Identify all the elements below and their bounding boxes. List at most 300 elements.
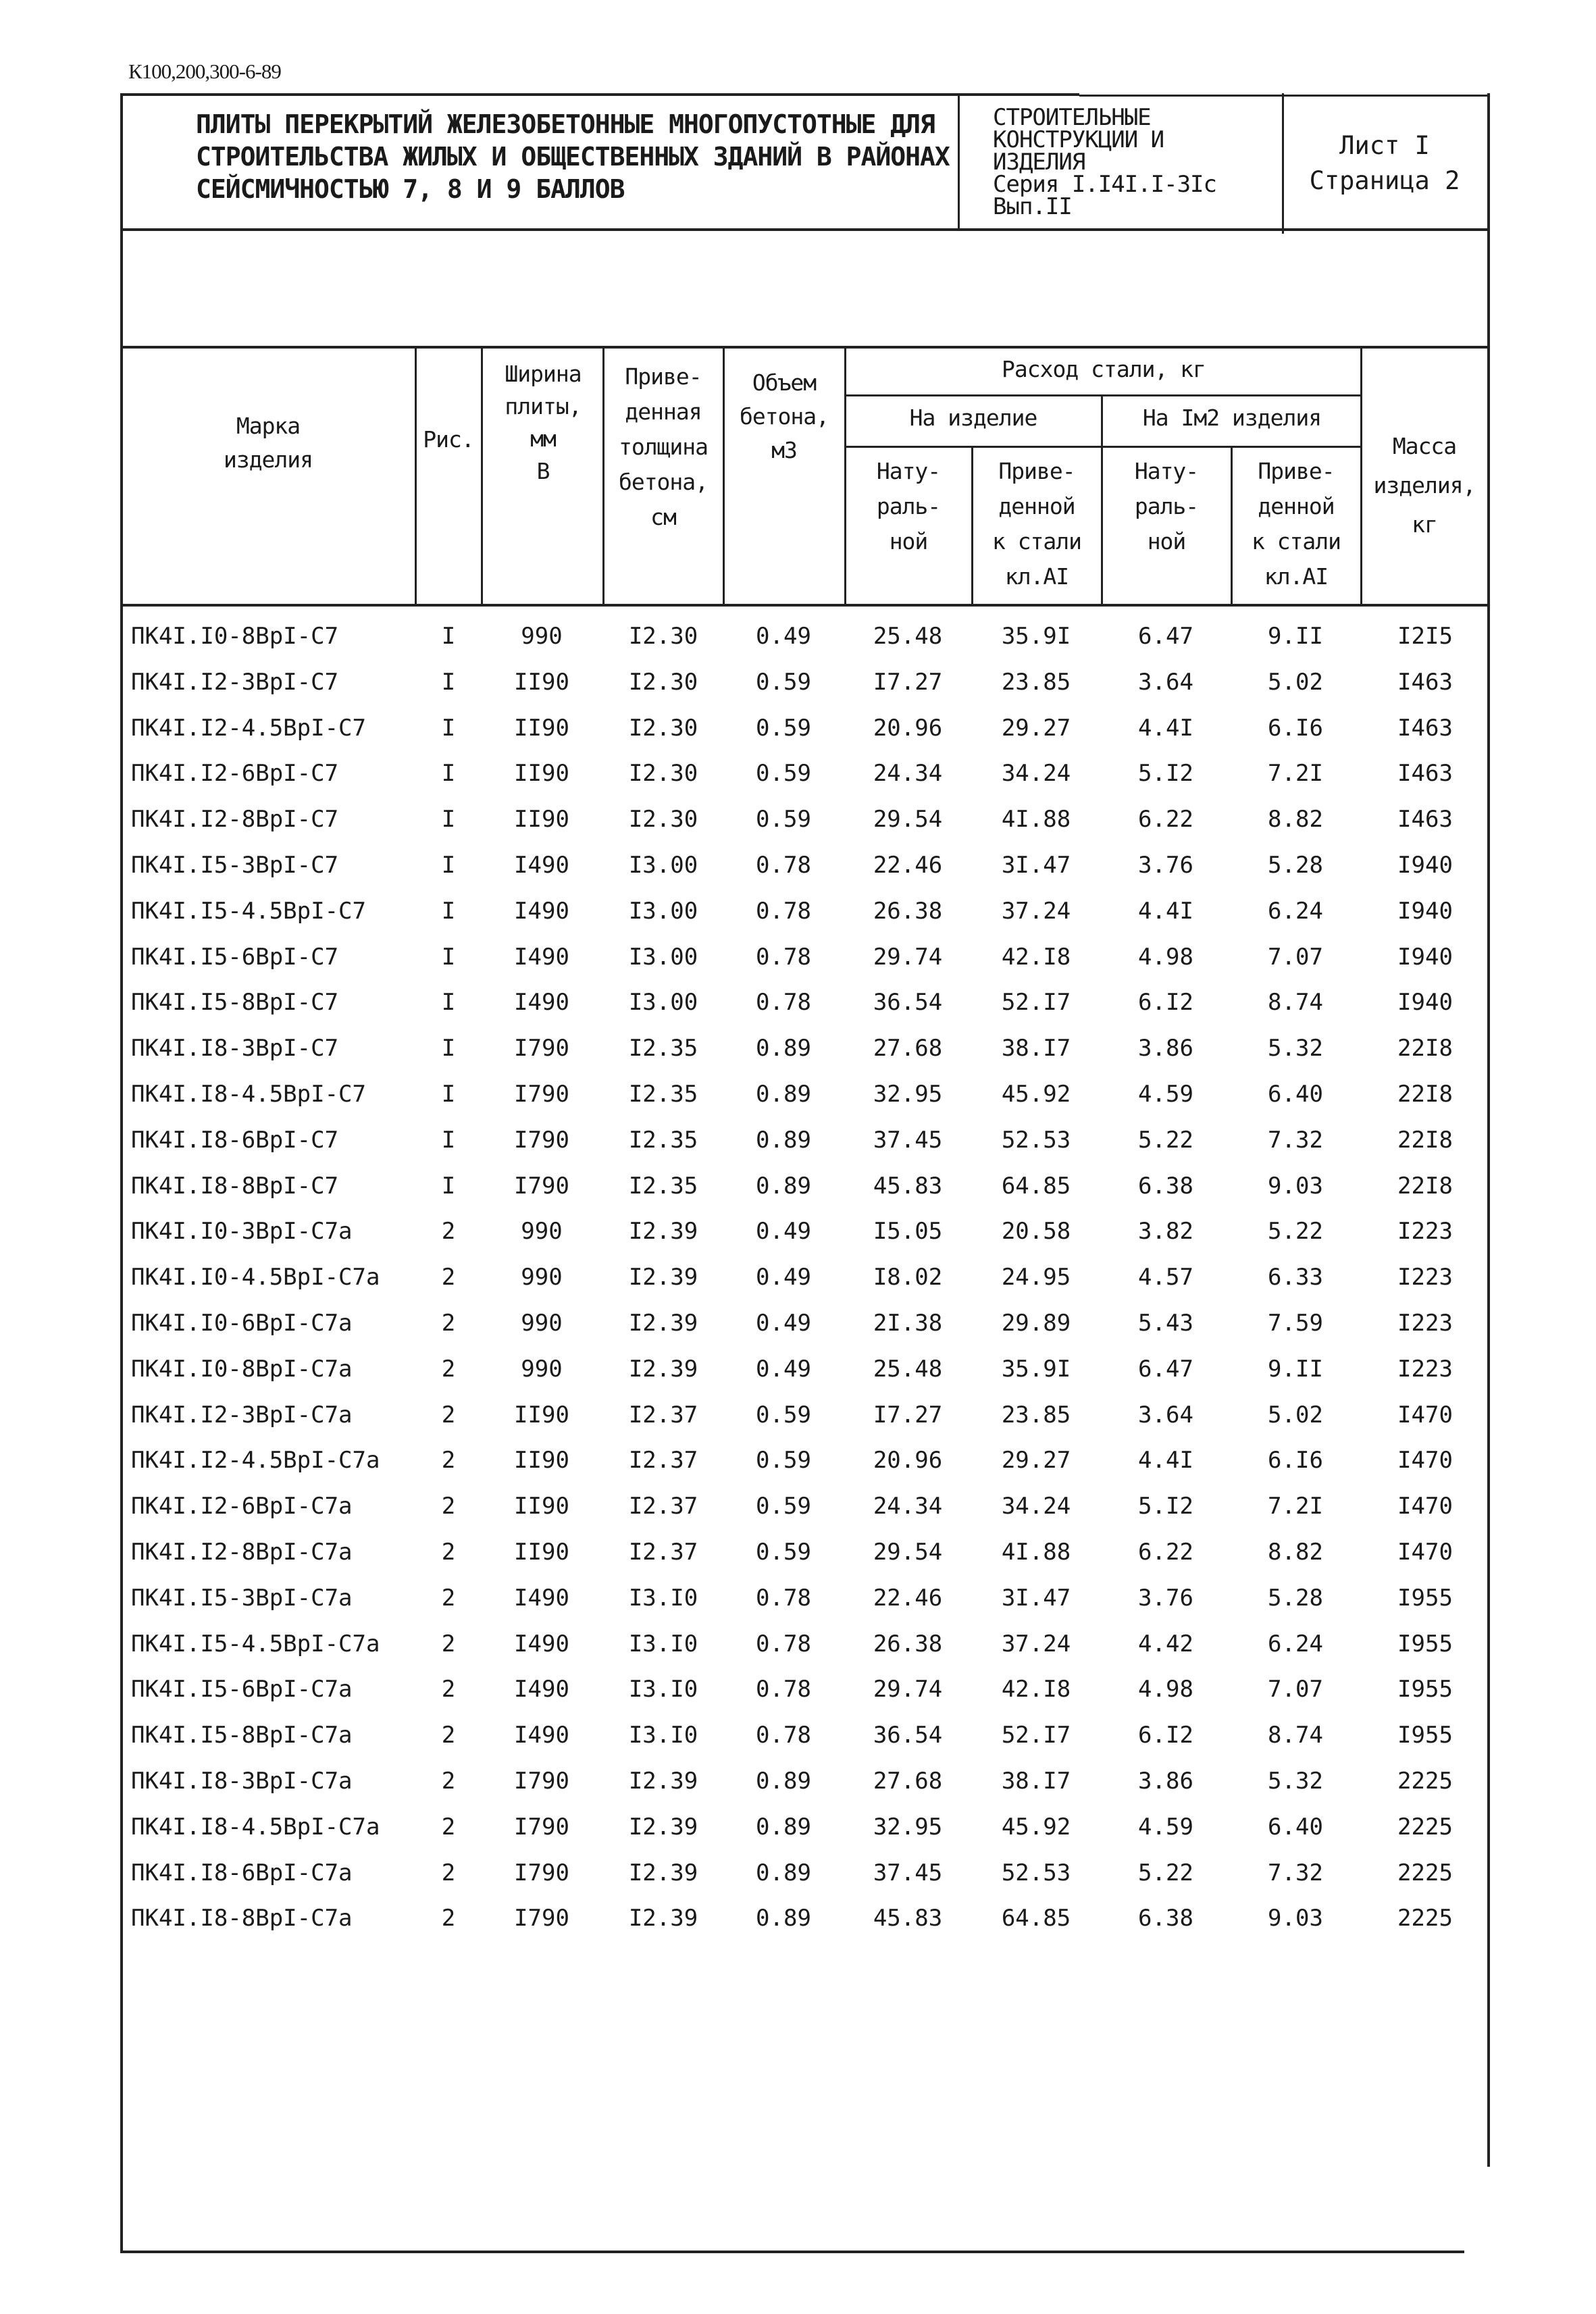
series-line-3: ИЗДЕЛИЯ: [993, 149, 1085, 176]
table-row: [120, 1392, 1490, 1438]
header-reduced-item-line3: к стали: [992, 528, 1082, 555]
cell-steel-natural-item: I7.27: [873, 1401, 943, 1429]
cell-steel-reduced-m2: 9.II: [1268, 1355, 1323, 1383]
cell-thickness: I2.39: [628, 1905, 698, 1932]
cell-mark: ПК4I.I8-4.5ВрI-С7: [131, 1081, 366, 1108]
cell-mass: I940: [1397, 989, 1453, 1017]
header-reduced-item-line1: Приве-: [998, 458, 1075, 484]
header-reduced-item-line2: денной: [998, 493, 1075, 519]
cell-volume: 0.49: [756, 1310, 811, 1337]
cell-volume: 0.89: [756, 1172, 811, 1200]
cell-mass: 2225: [1397, 1905, 1453, 1932]
cell-steel-reduced-item: 29.27: [1001, 1447, 1071, 1474]
cell-steel-reduced-m2: 5.32: [1268, 1035, 1323, 1062]
header-mark: [123, 409, 413, 477]
cell-steel-reduced-item: 23.85: [1001, 1401, 1071, 1429]
cell-mark: ПК4I.I8-6ВрI-С7а: [131, 1859, 353, 1886]
cell-volume: 0.59: [756, 714, 811, 742]
table-row: [120, 1483, 1490, 1529]
cell-mark: ПК4I.I0-8ВрI-С7: [131, 623, 339, 650]
cell-volume: 0.78: [756, 1676, 811, 1703]
cell-steel-natural-m2: 4.57: [1138, 1264, 1193, 1291]
cell-width: II90: [514, 760, 569, 788]
cell-steel-reduced-item: 4I.88: [1001, 1539, 1071, 1566]
cell-steel-natural-m2: 4.4I: [1138, 1447, 1193, 1474]
cell-steel-reduced-m2: 6.40: [1268, 1813, 1323, 1841]
series-line-1: СТРОИТЕЛЬНЫЕ: [993, 104, 1151, 131]
cell-width: I490: [514, 1630, 569, 1657]
cell-steel-reduced-item: 29.89: [1001, 1310, 1071, 1337]
cell-steel-natural-m2: 4.59: [1138, 1813, 1193, 1841]
cell-steel-reduced-item: 52.53: [1001, 1126, 1071, 1154]
cell-steel-reduced-m2: 6.I6: [1268, 714, 1323, 742]
cell-mass: 2225: [1397, 1859, 1453, 1886]
cell-steel-reduced-item: 23.85: [1001, 668, 1071, 696]
cell-width: I490: [514, 1676, 569, 1703]
cell-steel-natural-item: 24.34: [873, 1493, 943, 1520]
cell-steel-reduced-item: 29.27: [1001, 714, 1071, 742]
cell-steel-reduced-m2: 8.82: [1268, 806, 1323, 833]
cell-steel-natural-m2: 4.59: [1138, 1081, 1193, 1108]
col-line-1: [415, 347, 417, 605]
cell-steel-natural-item: 25.48: [873, 623, 943, 650]
cell-width: 990: [521, 1355, 563, 1383]
cell-width: I490: [514, 1584, 569, 1612]
cell-mass: I940: [1397, 943, 1453, 971]
cell-fig: 2: [441, 1493, 456, 1520]
cell-fig: 2: [441, 1630, 456, 1657]
cell-fig: I: [441, 897, 456, 925]
series-block: [993, 104, 1283, 220]
header-reduced-item-line4: кл.AI: [1004, 563, 1069, 590]
cell-steel-natural-item: 37.45: [873, 1126, 943, 1154]
table-row: [120, 1346, 1490, 1392]
cell-width: I790: [514, 1035, 569, 1062]
cell-steel-natural-m2: 6.38: [1138, 1172, 1193, 1200]
cell-mass: I223: [1397, 1310, 1453, 1337]
cell-fig: I: [441, 806, 456, 833]
cell-steel-reduced-m2: 7.32: [1268, 1859, 1323, 1886]
table-row: [120, 659, 1490, 705]
cell-steel-reduced-item: 20.58: [1001, 1218, 1071, 1245]
cell-steel-natural-item: 36.54: [873, 1722, 943, 1749]
cell-fig: 2: [441, 1355, 456, 1383]
cell-fig: 2: [441, 1813, 456, 1841]
cell-steel-natural-m2: 4.4I: [1138, 897, 1193, 925]
cell-steel-natural-item: 32.95: [873, 1813, 943, 1841]
cell-thickness: I2.37: [628, 1447, 698, 1474]
cell-steel-reduced-item: 4I.88: [1001, 806, 1071, 833]
table-row: [120, 842, 1490, 888]
cell-steel-natural-item: 26.38: [873, 897, 943, 925]
cell-mark: ПК4I.I2-3ВрI-С7: [131, 668, 339, 696]
cell-width: I790: [514, 1859, 569, 1886]
cell-volume: 0.89: [756, 1081, 811, 1108]
frame-bottom-border: [120, 2251, 1464, 2253]
cell-steel-natural-m2: 6.47: [1138, 1355, 1193, 1383]
cell-volume: 0.89: [756, 1813, 811, 1841]
header-thickness-line4: бетона,: [618, 469, 709, 495]
cell-steel-reduced-m2: 9.03: [1268, 1905, 1323, 1932]
cell-volume: 0.78: [756, 897, 811, 925]
header-thickness-line3: толщина: [618, 434, 709, 460]
cell-thickness: I3.I0: [628, 1584, 698, 1612]
cell-fig: I: [441, 668, 456, 696]
cell-steel-reduced-m2: 5.02: [1268, 1401, 1323, 1429]
cell-steel-reduced-m2: 5.02: [1268, 668, 1323, 696]
cell-width: I790: [514, 1172, 569, 1200]
cell-mark: ПК4I.I2-4.5ВрI-С7: [131, 714, 366, 742]
cell-volume: 0.89: [756, 1126, 811, 1154]
cell-steel-natural-item: 24.34: [873, 760, 943, 788]
cell-steel-natural-item: 45.83: [873, 1905, 943, 1932]
document-title: [196, 108, 1033, 205]
cell-volume: 0.59: [756, 1493, 811, 1520]
cell-mark: ПК4I.I5-8ВрI-С7а: [131, 1722, 353, 1749]
cell-width: II90: [514, 1447, 569, 1474]
table-row: [120, 1850, 1490, 1896]
cell-width: I490: [514, 852, 569, 879]
cell-mass: I940: [1397, 897, 1453, 925]
cell-mark: ПК4I.I2-8ВрI-С7: [131, 806, 339, 833]
cell-steel-natural-item: 32.95: [873, 1081, 943, 1108]
cell-mass: I955: [1397, 1630, 1453, 1657]
table-row: [120, 1071, 1490, 1117]
cell-mark: ПК4I.I5-3ВрI-С7а: [131, 1584, 353, 1612]
cell-mass: 2225: [1397, 1768, 1453, 1795]
cell-volume: 0.59: [756, 668, 811, 696]
cell-width: I790: [514, 1126, 569, 1154]
cell-width: II90: [514, 806, 569, 833]
cell-thickness: I3.I0: [628, 1722, 698, 1749]
cell-steel-reduced-item: 42.I8: [1001, 943, 1071, 971]
cell-steel-reduced-m2: 7.59: [1268, 1310, 1323, 1337]
cell-thickness: I2.37: [628, 1539, 698, 1566]
cell-volume: 0.59: [756, 760, 811, 788]
cell-steel-natural-m2: 6.47: [1138, 623, 1193, 650]
cell-thickness: I2.30: [628, 806, 698, 833]
cell-fig: 2: [441, 1310, 456, 1337]
table-row: [120, 1575, 1490, 1621]
cell-steel-reduced-m2: 6.24: [1268, 897, 1323, 925]
header-natural-m2-line3: ной: [1147, 528, 1186, 555]
table-row: [120, 796, 1490, 842]
cell-mass: I470: [1397, 1493, 1453, 1520]
cell-fig: I: [441, 1172, 456, 1200]
header-mark-line2: изделия: [223, 446, 313, 473]
header-natural-m2: [1102, 454, 1231, 559]
cell-fig: I: [441, 943, 456, 971]
cell-steel-reduced-item: 24.95: [1001, 1264, 1071, 1291]
table-row: [120, 1117, 1490, 1163]
cell-steel-natural-item: 2I.38: [873, 1310, 943, 1337]
cell-steel-reduced-m2: 7.07: [1268, 943, 1323, 971]
steel-subsubheader-line: [844, 446, 1362, 448]
cell-fig: 2: [441, 1768, 456, 1795]
cell-mark: ПК4I.I8-3ВрI-С7: [131, 1035, 339, 1062]
cell-thickness: I2.30: [628, 668, 698, 696]
cell-volume: 0.78: [756, 852, 811, 879]
cell-mark: ПК4I.I8-8ВрI-С7а: [131, 1905, 353, 1932]
cell-steel-natural-m2: 3.82: [1138, 1218, 1193, 1245]
cell-steel-reduced-m2: 5.28: [1268, 852, 1323, 879]
table-row: [120, 1529, 1490, 1575]
cell-width: I790: [514, 1813, 569, 1841]
cell-mass: I463: [1397, 668, 1453, 696]
header-reduced-m2-line3: к стали: [1251, 528, 1341, 555]
header-mass-line3: кг: [1412, 511, 1437, 538]
header-mass-line2: изделия,: [1373, 472, 1476, 498]
cell-steel-natural-item: 27.68: [873, 1035, 943, 1062]
drawing-frame: [120, 93, 1490, 2253]
header-natural-item: [846, 454, 971, 559]
cell-volume: 0.89: [756, 1768, 811, 1795]
cell-steel-natural-m2: 3.86: [1138, 1768, 1193, 1795]
cell-mark: ПК4I.I5-4.5ВрI-С7а: [131, 1630, 380, 1657]
cell-mass: 22I8: [1397, 1126, 1453, 1154]
cell-steel-reduced-item: 3I.47: [1001, 1584, 1071, 1612]
cell-fig: I: [441, 989, 456, 1017]
header-natural-m2-line1: Нату-: [1134, 458, 1199, 484]
cell-steel-reduced-m2: 6.I6: [1268, 1447, 1323, 1474]
cell-thickness: I2.35: [628, 1126, 698, 1154]
table-row: [120, 1758, 1490, 1804]
cell-fig: I: [441, 1081, 456, 1108]
cell-steel-reduced-item: 3I.47: [1001, 852, 1071, 879]
cell-volume: 0.49: [756, 1218, 811, 1245]
header-width-line1: Ширина: [505, 361, 582, 387]
cell-mark: ПК4I.I8-4.5ВрI-С7а: [131, 1813, 380, 1841]
cell-thickness: I3.00: [628, 852, 698, 879]
cell-mass: I470: [1397, 1539, 1453, 1566]
header-mark-line1: Марка: [236, 413, 301, 439]
cell-mark: ПК4I.I8-8ВрI-С7: [131, 1172, 339, 1200]
cell-steel-natural-m2: 5.I2: [1138, 760, 1193, 788]
cell-width: 990: [521, 1218, 563, 1245]
header-reduced-m2: [1232, 454, 1360, 594]
cell-volume: 0.59: [756, 1539, 811, 1566]
header-reduced-m2-line2: денной: [1258, 493, 1335, 519]
cell-fig: I: [441, 852, 456, 879]
cell-mark: ПК4I.I0-4.5ВрI-С7а: [131, 1264, 380, 1291]
cell-mark: ПК4I.I2-8ВрI-С7а: [131, 1539, 353, 1566]
cell-fig: 2: [441, 1218, 456, 1245]
cell-volume: 0.78: [756, 1584, 811, 1612]
cell-volume: 0.78: [756, 989, 811, 1017]
frame-top-border: [120, 93, 1079, 96]
header-volume-line1: Объем: [752, 369, 817, 396]
cell-mass: 22I8: [1397, 1081, 1453, 1108]
cell-steel-natural-item: 26.38: [873, 1630, 943, 1657]
cell-fig: 2: [441, 1905, 456, 1932]
cell-steel-reduced-m2: 5.28: [1268, 1584, 1323, 1612]
cell-steel-reduced-item: 64.85: [1001, 1172, 1071, 1200]
cell-steel-natural-item: I8.02: [873, 1264, 943, 1291]
cell-mark: ПК4I.I5-4.5ВрI-С7: [131, 897, 366, 925]
cell-width: 990: [521, 1310, 563, 1337]
cell-steel-reduced-item: 64.85: [1001, 1905, 1071, 1932]
cell-steel-reduced-m2: 6.40: [1268, 1081, 1323, 1108]
cell-volume: 0.49: [756, 623, 811, 650]
cell-steel-natural-m2: 5.43: [1138, 1310, 1193, 1337]
header-width-line4: В: [536, 458, 550, 484]
cell-steel-natural-m2: 6.I2: [1138, 989, 1193, 1017]
cell-fig: I: [441, 623, 456, 650]
title-line-2: СТРОИТЕЛЬСТВА ЖИЛЫХ И ОБЩЕСТВЕННЫХ ЗДАНИЙ В РАЙОНАХ: [196, 142, 950, 172]
cell-mark: ПК4I.I5-3ВрI-С7: [131, 852, 339, 879]
table-row: [120, 1208, 1490, 1254]
header-thickness-line2: денная: [625, 398, 702, 425]
cell-thickness: I2.30: [628, 714, 698, 742]
cell-width: I790: [514, 1081, 569, 1108]
cell-width: 990: [521, 1264, 563, 1291]
cell-width: I490: [514, 943, 569, 971]
cell-steel-natural-m2: 4.42: [1138, 1630, 1193, 1657]
cell-thickness: I2.39: [628, 1218, 698, 1245]
cell-mass: I940: [1397, 852, 1453, 879]
cell-steel-natural-m2: 4.98: [1138, 943, 1193, 971]
cell-thickness: I2.30: [628, 760, 698, 788]
table-row: [120, 613, 1490, 659]
cell-steel-natural-item: 29.74: [873, 1676, 943, 1703]
cell-mark: ПК4I.I2-6ВрI-С7: [131, 760, 339, 788]
cell-volume: 0.89: [756, 1859, 811, 1886]
table-row: [120, 979, 1490, 1025]
cell-mass: I223: [1397, 1264, 1453, 1291]
title-line-3: СЕЙСМИЧНОСТЬЮ 7, 8 И 9 БАЛЛОВ: [196, 174, 625, 204]
cell-steel-natural-item: 27.68: [873, 1768, 943, 1795]
cell-steel-reduced-m2: 8.82: [1268, 1539, 1323, 1566]
cell-mass: I955: [1397, 1722, 1453, 1749]
cell-thickness: I3.00: [628, 989, 698, 1017]
header-natural-item-line3: ной: [889, 528, 928, 555]
header-reduced-m2-line1: Приве-: [1258, 458, 1335, 484]
table-row: [120, 1895, 1490, 1941]
cell-volume: 0.59: [756, 1447, 811, 1474]
cell-fig: 2: [441, 1401, 456, 1429]
header-thickness-line1: Приве-: [625, 363, 702, 390]
cell-steel-natural-m2: 3.86: [1138, 1035, 1193, 1062]
header-thickness-line5: см: [650, 504, 676, 530]
header-natural-item-line2: раль-: [876, 493, 941, 519]
cell-fig: I: [441, 1035, 456, 1062]
cell-steel-natural-item: 37.45: [873, 1859, 943, 1886]
sheet-number: Лист I: [1339, 131, 1430, 160]
cell-steel-reduced-m2: 9.03: [1268, 1172, 1323, 1200]
cell-steel-reduced-m2: 8.74: [1268, 1722, 1323, 1749]
cell-volume: 0.89: [756, 1905, 811, 1932]
cell-volume: 0.59: [756, 806, 811, 833]
cell-thickness: I2.39: [628, 1310, 698, 1337]
table-row: [120, 1025, 1490, 1071]
cell-volume: 0.59: [756, 1401, 811, 1429]
cell-steel-reduced-item: 37.24: [1001, 1630, 1071, 1657]
cell-mass: I470: [1397, 1447, 1453, 1474]
table-row: [120, 1300, 1490, 1346]
header-volume-line3: м3: [771, 437, 797, 463]
cell-steel-reduced-item: 52.I7: [1001, 1722, 1071, 1749]
cell-thickness: I3.00: [628, 943, 698, 971]
cell-mark: ПК4I.I0-3ВрI-С7а: [131, 1218, 353, 1245]
cell-steel-reduced-item: 45.92: [1001, 1081, 1071, 1108]
cell-steel-reduced-item: 38.I7: [1001, 1768, 1071, 1795]
steel-subheader-line: [844, 394, 1362, 396]
table-row: [120, 1804, 1490, 1850]
table-row: [120, 1712, 1490, 1758]
cell-steel-reduced-m2: 6.24: [1268, 1630, 1323, 1657]
cell-steel-natural-m2: 4.98: [1138, 1676, 1193, 1703]
cell-mark: ПК4I.I5-8ВрI-С7: [131, 989, 339, 1017]
table-row: [120, 1666, 1490, 1712]
cell-steel-reduced-m2: 5.32: [1268, 1768, 1323, 1795]
cell-mass: I955: [1397, 1584, 1453, 1612]
cell-width: II90: [514, 1401, 569, 1429]
cell-thickness: I3.I0: [628, 1676, 698, 1703]
cell-steel-natural-m2: 4.4I: [1138, 714, 1193, 742]
cell-steel-natural-item: I7.27: [873, 668, 943, 696]
cell-width: I790: [514, 1905, 569, 1932]
cell-thickness: I2.37: [628, 1493, 698, 1520]
series-line-2: КОНСТРУКЦИИ И: [993, 126, 1164, 153]
cell-steel-reduced-item: 52.I7: [1001, 989, 1071, 1017]
cell-width: II90: [514, 1493, 569, 1520]
cell-steel-reduced-item: 42.I8: [1001, 1676, 1071, 1703]
cell-fig: 2: [441, 1676, 456, 1703]
cell-steel-natural-item: 20.96: [873, 714, 943, 742]
cell-width: II90: [514, 1539, 569, 1566]
cell-volume: 0.49: [756, 1264, 811, 1291]
cell-fig: 2: [441, 1447, 456, 1474]
header-mass-line1: Масса: [1392, 433, 1457, 459]
cell-steel-natural-m2: 3.76: [1138, 852, 1193, 879]
cell-volume: 0.89: [756, 1035, 811, 1062]
cell-mass: I2I5: [1397, 623, 1453, 650]
cell-steel-reduced-item: 45.92: [1001, 1813, 1071, 1841]
cell-thickness: I2.39: [628, 1768, 698, 1795]
cell-fig: 2: [441, 1722, 456, 1749]
cell-mass: 2225: [1397, 1813, 1453, 1841]
cell-thickness: I2.37: [628, 1401, 698, 1429]
series-line-4: Серия I.I4I.I-3Iс: [993, 171, 1216, 198]
header-width-line3: мм: [530, 426, 556, 452]
sheet-block: [1297, 128, 1472, 199]
cell-fig: 2: [441, 1859, 456, 1886]
cell-fig: I: [441, 760, 456, 788]
cell-steel-natural-item: 20.96: [873, 1447, 943, 1474]
cell-mark: ПК4I.I5-6ВрI-С7а: [131, 1676, 353, 1703]
cell-thickness: I2.39: [628, 1355, 698, 1383]
cell-mass: 22I8: [1397, 1035, 1453, 1062]
cell-steel-reduced-item: 35.9I: [1001, 623, 1071, 650]
cell-mass: I470: [1397, 1401, 1453, 1429]
title-block-bottom-line: [120, 228, 1490, 231]
cell-steel-natural-m2: 6.38: [1138, 1905, 1193, 1932]
cell-thickness: I2.35: [628, 1172, 698, 1200]
header-natural-m2-line2: раль-: [1134, 493, 1199, 519]
cell-steel-reduced-item: 34.24: [1001, 1493, 1071, 1520]
cell-steel-natural-item: 29.54: [873, 1539, 943, 1566]
cell-mark: ПК4I.I0-8ВрI-С7а: [131, 1355, 353, 1383]
cell-steel-natural-m2: 3.76: [1138, 1584, 1193, 1612]
cell-fig: I: [441, 1126, 456, 1154]
cell-volume: 0.78: [756, 1630, 811, 1657]
cell-steel-natural-item: 45.83: [873, 1172, 943, 1200]
cell-steel-natural-item: 29.54: [873, 806, 943, 833]
header-width: [484, 358, 602, 488]
table-row: [120, 888, 1490, 934]
series-line-5: Вып.II: [993, 193, 1072, 220]
header-volume: [724, 366, 844, 467]
